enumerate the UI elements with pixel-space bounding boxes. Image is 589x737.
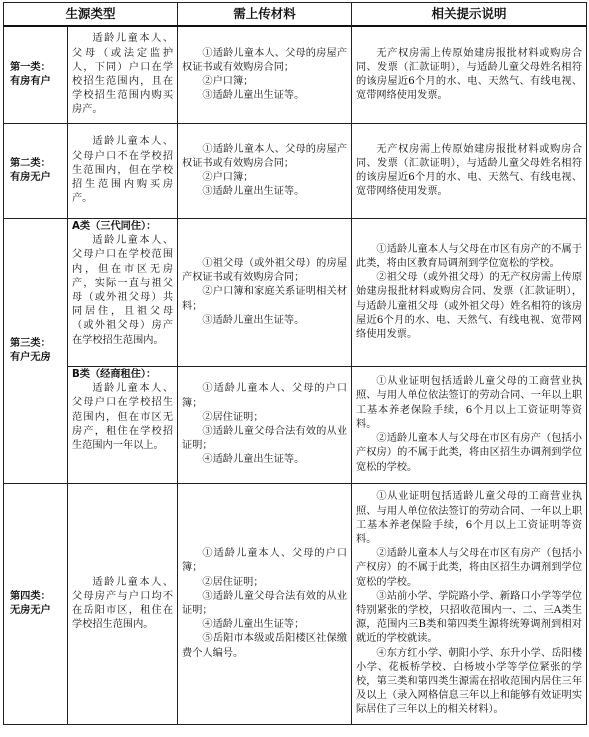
material-item: ①祖父母（或外祖父母）的房屋产权证书或有效购房合同； — [182, 257, 348, 284]
tips-cell — [352, 124, 587, 219]
material-item: ⑤岳阳市本级或岳阳楼区社保缴费个人编号。 — [182, 633, 348, 659]
table-row — [4, 124, 587, 219]
category-label: 第一类： — [10, 61, 51, 73]
header-student-type: 生源类型 — [4, 3, 178, 27]
condition-text: 适龄儿童本人、父母户口在学校招生范围内，但在市区无房产，租住在学校招生范围内一年以上。 — [72, 383, 174, 452]
material-item: ④适龄儿童出生证等。 — [202, 454, 305, 466]
table-row — [4, 484, 587, 725]
condition-cell — [68, 219, 178, 367]
material-item: ②居住证明； — [202, 576, 264, 588]
material-item: ②户口簿； — [202, 76, 254, 87]
material-item: ③适龄儿童出生证等。 — [202, 186, 305, 198]
materials-cell — [178, 124, 352, 219]
material-item: ①适龄儿童本人、父母的户口簿； — [182, 383, 348, 409]
material-item: ①适龄儿童本人、父母的房屋产权证书或有效购房合同； — [182, 47, 348, 73]
tip-item: ②祖父母（或外祖父母）的无产权房需上传原始建房报批材料或购房合同、发票（汇款证明），与适龄儿童祖父母（或外祖父母）姓名相符的该房屋近6个月的水、电、天然气、有线电视、宽带网络使用发票。 — [356, 272, 583, 340]
condition-cell — [68, 367, 178, 484]
subcategory-title: A类（三代同住）： — [72, 221, 157, 232]
tips-cell — [352, 484, 587, 725]
material-item: ①适龄儿童本人、父母的户口簿； — [182, 548, 348, 574]
category-cell — [4, 124, 68, 219]
tip-item: ②适龄儿童本人与父母在市区有房产（包括小产权房）的不属于此类，将由区招生办调剂到学位宽松的学校。 — [356, 433, 583, 473]
condition-text: 适龄儿童本人、父母（或法定监护人，下同）户口在学校招生范围内，且在学校招生范围内购买房产。 — [72, 33, 174, 116]
category-label: 第四类： — [10, 590, 51, 602]
condition-cell — [68, 484, 178, 725]
category-label: 有房无户 — [10, 172, 51, 183]
materials-cell — [178, 484, 352, 725]
material-item: ①适龄儿童本人、父母的房屋产权证书或有效购房合同； — [182, 143, 348, 169]
materials-cell — [178, 367, 352, 484]
tips-cell — [352, 219, 587, 367]
header-tips: 相关提示说明 — [352, 3, 587, 27]
condition-cell — [68, 26, 178, 124]
tip-item: ①从业证明包括适龄儿童父母的工商营业执照、与用人单位依法签订的劳动合同、一年以上职工基本养老保险手续，6个月以上工资证明等资料。 — [356, 491, 583, 545]
material-item: ③适龄儿童出生证等。 — [202, 90, 305, 102]
material-item: ④适龄儿童出生证等； — [202, 619, 305, 631]
condition-text: 适龄儿童本人、父母房产与户口均不在岳阳市区，租住在学校招生范围内。 — [72, 576, 174, 631]
category-cell — [4, 484, 68, 725]
category-label: 有房有户 — [10, 76, 51, 87]
material-item: ②户口簿和家庭关系证明相关材料； — [182, 286, 348, 312]
material-item: ②居住证明； — [202, 411, 264, 423]
tips-cell — [352, 26, 587, 124]
tip-item: 无产权房需上传原始建房报批材料或购房合同、发票（汇款证明），与适龄儿童父母姓名相符的该房屋近6个月的水、电、天然气、有线电视、宽带网络使用发票。 — [356, 143, 583, 198]
tip-item: ②适龄儿童本人与父母在市区有房产（包括小产权房）的不属于此类，将由区招生办调剂到学位宽松的学校。 — [356, 548, 583, 588]
condition-text: 适龄儿童本人、父母户口不在学校招生范围内，但在学校招生范围内购买房产。 — [72, 136, 174, 205]
material-item: ③适龄儿童父母合法有效的从业证明； — [182, 590, 348, 616]
category-label: 第三类： — [10, 337, 51, 349]
condition-text: 适龄儿童本人、父母户口在学校范围内，但在市区无房产，实际一直与祖父母（或外祖父母）共同居住，且祖父母（或外祖父母）房产在学校招生范围内。 — [72, 235, 174, 346]
condition-cell — [68, 124, 178, 219]
category-cell — [4, 26, 68, 124]
category-cell — [4, 219, 68, 484]
tips-cell — [352, 367, 587, 484]
enrollment-table — [3, 2, 587, 725]
materials-cell — [178, 26, 352, 124]
materials-cell — [178, 219, 352, 367]
table-row — [4, 367, 587, 484]
category-label: 第二类： — [10, 157, 51, 169]
tip-item: 无产权房需上传原始建房报批材料或购房合同、发票（汇款证明），与适龄儿童父母姓名相符的该房屋近6个月的水、电、天然气、有线电视、宽带网络使用发票。 — [356, 47, 583, 102]
tip-item: ①适龄儿童本人与父母在市区有房产的不属于此类，将由区教育局调剂到学位宽松的学校。 — [356, 243, 583, 269]
tip-item: ④东方红小学、朝阳小学、东升小学、岳阳楼小学、花板桥学校、白杨坡小学等学位紧张的学校，第三类和第四类生源需在招收范围内居住三年及以上（录入网格信息三年以上和能够有效证明实际居住了三年以上的相关材料）。 — [356, 647, 583, 716]
tip-item: ①从业证明包括适龄儿童父母的工商营业执照、与用人单位依法签订的劳动合同、一年以上职工基本养老保险手续，6个月以上工资证明等资料。 — [356, 376, 583, 430]
header-materials: 需上传材料 — [178, 3, 352, 27]
table-row — [4, 26, 587, 124]
category-label: 无房无户 — [10, 605, 51, 616]
table-row — [4, 219, 587, 367]
material-item: ③适龄儿童父母合法有效的从业证明； — [182, 426, 348, 452]
tip-item: ③站前小学、学院路小学、新路口小学等学位特别紧张的学校，只招收范围内一、二、三A类生源，范围内三B类和第四类生源将统筹调剂到相对就近的学校就读。 — [356, 590, 583, 645]
table-header-row — [4, 3, 587, 27]
material-item: ③适龄儿童出生证等。 — [202, 314, 305, 326]
subcategory-title: B类（经商租住）： — [72, 369, 157, 380]
material-item: ②户口簿； — [202, 172, 254, 183]
category-label: 有户无房 — [10, 352, 51, 363]
